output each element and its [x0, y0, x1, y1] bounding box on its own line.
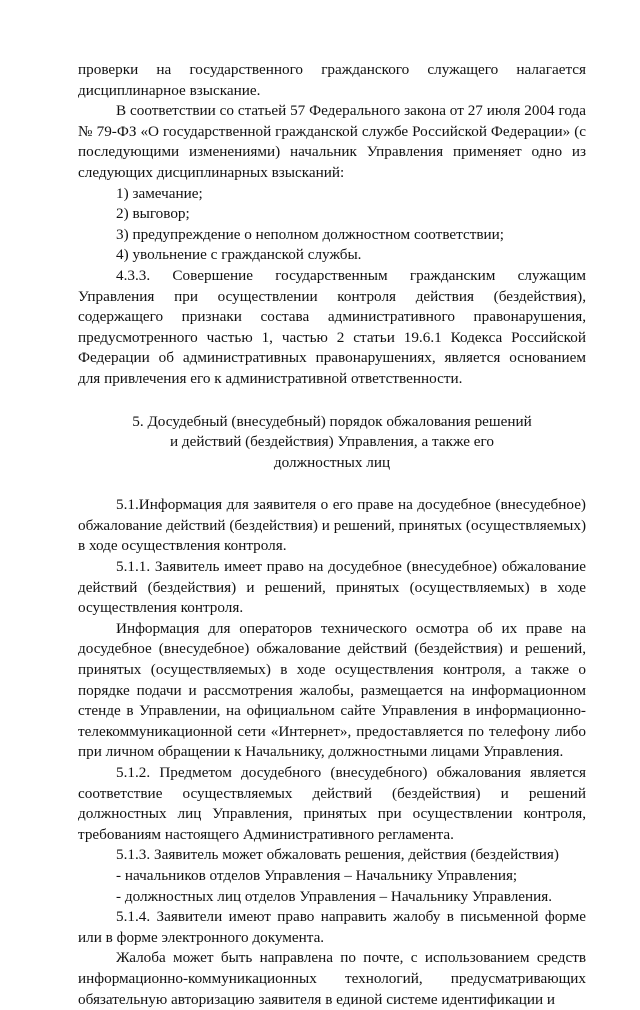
appeal-list — [78, 866, 586, 907]
paragraph-4-3-3: 4.3.3. Совершение государственным гражданским служащим Управления при осуществлении контроля действия (бездействия), содержащего признаки состава административного правонарушения, предусмотренного частью 1, частью 2 статьи 19.6.1 Кодекса Российской Федерации об административных правонарушениях, является основанием для привлечения его к административной ответственности. — [78, 266, 586, 387]
list-item-penalty-3: 3) предупреждение о неполном должностном соответствии; — [116, 225, 504, 243]
paragraph-5-1-2: 5.1.2. Предметом досудебного (внесудебного) обжалования является соответствие осуществляемых действий (бездействия) и решений должностных лиц Управления, принятых при осуществлении контроля, требованиям настоящего Административного регламента. — [78, 764, 586, 843]
paragraph-5-1: 5.1.Информация для заявителя о его праве на досудебное (внесудебное) обжалование действий (бездействия) и решений, принятых (осуществляемых) в ходе осуществления контроля. — [78, 496, 586, 555]
list-item-penalty-2: 2) выговор; — [116, 205, 190, 223]
paragraph-article-57: В соответствии со статьей 57 Федерального закона от 27 июля 2004 года № 79-ФЗ «О государственной гражданской службе Российской Федерации» (с последующими изменениями) начальник Управления применяет одно из следующих дисциплинарных взысканий: — [78, 102, 586, 181]
section-heading-line-1: 5. Досудебный (внесудебный) порядок обжалования решений — [132, 412, 532, 430]
document-page — [78, 60, 586, 1010]
penalties-list — [78, 184, 586, 266]
list-item-penalty-4: 4) увольнение с гражданской службы. — [116, 246, 362, 264]
paragraph-complaint-channels: Жалоба может быть направлена по почте, с использованием средств информационно-коммуникационных технологий, предусматривающих обязательную авторизацию заявителя в единой системе идентификации и — [78, 949, 586, 1008]
paragraph-5-1-1: 5.1.1. Заявитель имеет право на досудебное (внесудебное) обжалование действий (бездействия) и решений, принятых (осуществляемых) в ходе осуществления контроля. — [78, 558, 586, 617]
paragraph-5-1-4: 5.1.4. Заявители имеют право направить жалобу в письменной форме или в форме электронного документа. — [78, 908, 586, 946]
paragraph-5-1-3: 5.1.3. Заявитель может обжаловать решения, действия (бездействия) — [116, 846, 559, 864]
list-item-appeal-2: - должностных лиц отделов Управления – Начальнику Управления. — [116, 887, 553, 905]
paragraph-information: Информация для операторов технического осмотра об их праве на досудебное (внесудебное) обжалование действий (бездействия) и решений, принятых (осуществляемых) в ходе осуществления контроля, а также о порядке подачи и рассмотрения жалобы, размещается на информационном стенде в Управлении, на официальном сайте Управления в информационно-телекоммуникационной сети «Интернет», предоставляется по телефону либо при личном обращении к Начальнику, должностными лицами Управления. — [78, 619, 586, 761]
section-heading-line-2: и действий (бездействия) Управления, а также его — [170, 433, 494, 451]
paragraph-disciplinary-intro: проверки на государственного гражданского служащего налагается дисциплинарное взыскание. — [78, 61, 586, 99]
list-item-penalty-1: 1) замечание; — [116, 184, 203, 202]
section-heading-line-3: должностных лиц — [273, 453, 391, 471]
list-item-appeal-1: - начальников отделов Управления – Начальнику Управления; — [116, 866, 518, 884]
section-heading — [78, 412, 586, 474]
